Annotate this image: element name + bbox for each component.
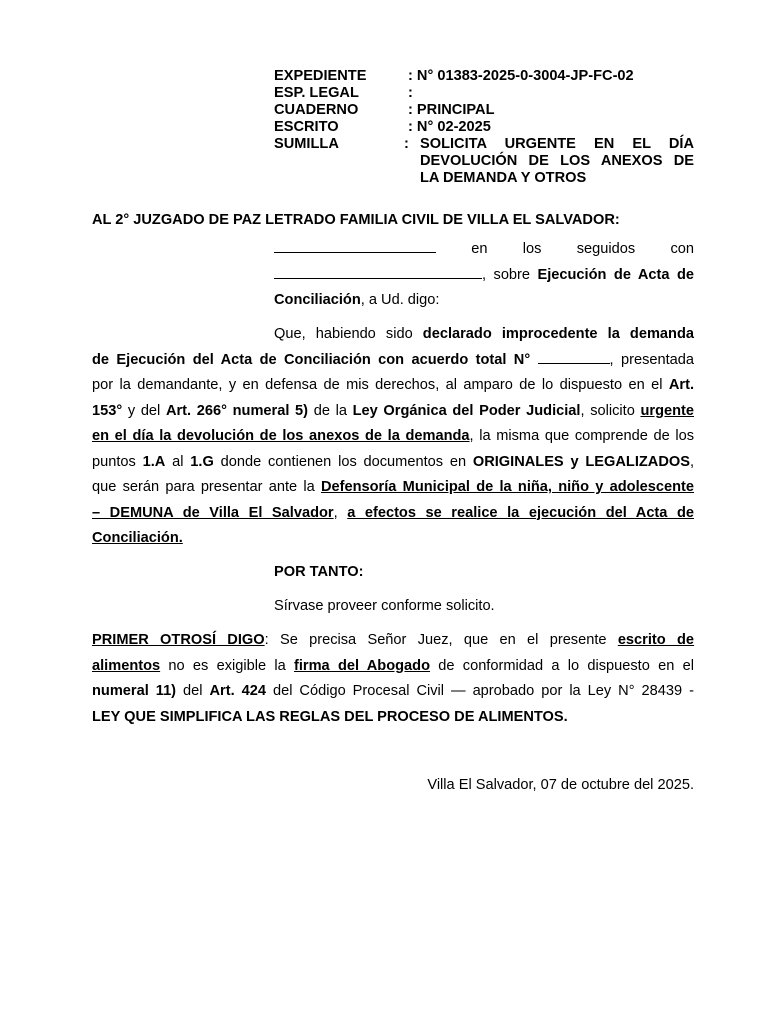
case-number-blank[interactable] [538, 349, 610, 364]
cuaderno-value: : PRINCIPAL [408, 102, 495, 118]
sumilla-label: SUMILLA [274, 136, 339, 152]
sumilla-text [420, 136, 694, 187]
sumilla-row [274, 136, 694, 187]
body-line-2: de Ejecución del Acta de Conciliación con acuerdo total N° , presentada [92, 348, 694, 374]
expediente-label: EXPEDIENTE [274, 68, 367, 84]
intro-line-2: , sobre Ejecución de Acta de [92, 263, 694, 289]
body-line-7: que serán para presentar ante la Defensoría Municipal de la niña, niño y adolescente [92, 479, 694, 495]
sirvase-block [92, 594, 694, 620]
body-line-3: por la demandante, y en defensa de mis derechos, al amparo de lo dispuesto en el Art. [92, 377, 694, 393]
body-line-4: 153° y del Art. 266° numeral 5) de la Ley Orgánica del Poder Judicial, solicito urgente [92, 402, 694, 419]
cuaderno-label: CUADERNO [274, 102, 359, 118]
body-line-6: puntos 1.A al 1.G donde contienen los documentos en ORIGINALES y LEGALIZADOS, [92, 453, 695, 470]
main-paragraph [92, 322, 694, 552]
name-blank[interactable] [274, 238, 436, 253]
escrito-row [274, 119, 694, 136]
intro-paragraph [92, 237, 694, 314]
por-tanto-heading: POR TANTO: [274, 564, 364, 580]
cuaderno-row [274, 102, 694, 119]
otrosi-paragraph [92, 628, 694, 730]
opponent-blank[interactable] [274, 264, 482, 279]
sumilla-line-1: SOLICITA URGENTE EN EL DÍA [420, 136, 694, 152]
intro-line-3: Conciliación, a Ud. digo: [274, 292, 440, 308]
body-line-8: – DEMUNA de Villa El Salvador, a efectos se realice la ejecución del Acta de [92, 504, 694, 521]
otrosi-line-4: LEY QUE SIMPLIFICA LAS REGLAS DEL PROCESO DE ALIMENTOS. [92, 708, 568, 725]
date-line: Villa El Salvador, 07 de octubre del 2025. [427, 777, 694, 793]
body-line-5: en el día la devolución de los anexos de la demanda, la misma que comprende de los [92, 428, 694, 444]
otrosi-line-3: numeral 11) del Art. 424 del Código Procesal Civil — aprobado por la Ley N° 28439 - [92, 683, 694, 699]
court-addressee: AL 2° JUZGADO DE PAZ LETRADO FAMILIA CIVIL DE VILLA EL SALVADOR: [92, 212, 620, 228]
sumilla-line-2: DEVOLUCIÓN DE LOS ANEXOS DE [420, 153, 694, 169]
expediente-row [274, 68, 694, 85]
escrito-value: : N° 02-2025 [408, 119, 491, 135]
escrito-label: ESCRITO [274, 119, 339, 135]
esp-legal-row [274, 85, 694, 102]
otrosi-line-2: alimentos no es exigible la firma del Abogado de conformidad a lo dispuesto en el [92, 657, 694, 674]
esp-legal-value: : [408, 85, 413, 101]
body-line-1: Que, habiendo sido declarado improcedente la demanda [274, 326, 694, 342]
otrosi-line-1: PRIMER OTROSÍ DIGO: Se precisa Señor Juez, que en el presente escrito de [92, 632, 695, 648]
intro-line-1: en los seguidos con [92, 237, 694, 263]
sumilla-line-3: LA DEMANDA Y OTROS [420, 170, 587, 186]
sumilla-colon: : [404, 136, 409, 152]
expediente-value: : N° 01383-2025-0-3004-JP-FC-02 [408, 68, 634, 84]
sirvase-text: Sírvase proveer conforme solicito. [274, 598, 495, 614]
body-line-9: Conciliación. [92, 530, 183, 546]
case-header [274, 68, 694, 187]
esp-legal-label: ESP. LEGAL [274, 85, 359, 101]
por-tanto-block [92, 560, 694, 586]
